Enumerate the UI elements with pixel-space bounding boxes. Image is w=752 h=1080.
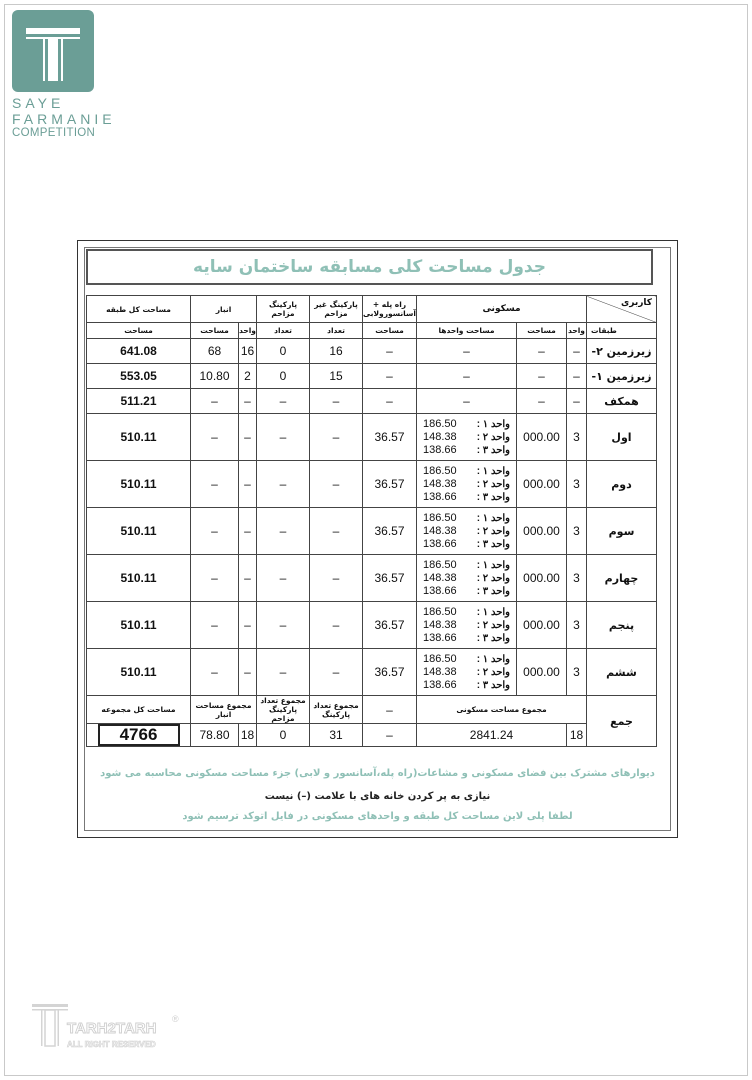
cell-units: 3: [567, 414, 587, 461]
footer-reg: ®: [172, 1014, 179, 1024]
cell-storage-units: –: [239, 389, 257, 414]
cell-storage-units: –: [239, 602, 257, 649]
cell-parking-block: –: [257, 508, 310, 555]
cell-storage-units: –: [239, 461, 257, 508]
area-sheet: [77, 240, 678, 838]
table-row: [87, 602, 657, 649]
cell-units: 3: [567, 555, 587, 602]
cell-parking-free: –: [310, 555, 363, 602]
cell-area: 000.00: [517, 555, 567, 602]
cell-units: –: [567, 364, 587, 389]
cell-parking-free: –: [310, 508, 363, 555]
table-row: [87, 414, 657, 461]
floor-name: ششم: [587, 649, 657, 696]
footer-rights: ALL RIGHT RESERVED: [67, 1040, 156, 1049]
header-floor-total: مساحت کل طبقه: [87, 296, 191, 323]
floor-name: زیرزمین ۱-: [587, 364, 657, 389]
header-parking-free-count: تعداد: [310, 323, 363, 339]
summary-res-label: مجموع مساحت مسکونی: [417, 696, 587, 724]
brand-line1: SAYE: [12, 95, 65, 111]
cell-floor-total: 641.08: [87, 339, 191, 364]
summary-stairs-total: –: [363, 724, 417, 747]
summary-res-total: 2841.24: [417, 724, 567, 747]
cell-stairs: 36.57: [363, 555, 417, 602]
cell-floor-total: 510.11: [87, 461, 191, 508]
cell-parking-free: 16: [310, 339, 363, 364]
cell-area: –: [517, 389, 567, 414]
cell-area: –: [517, 364, 567, 389]
summary-storage-units-total: 18: [239, 724, 257, 747]
header-floors: طبقات: [587, 323, 657, 339]
header-parking-block-count: تعداد: [257, 323, 310, 339]
summary-label: جمع: [587, 696, 657, 747]
cell-storage-area: –: [191, 414, 239, 461]
cell-unit-areas: واحد ۱ : 186.50 واحد ۲ : 148.38 واحد ۳ : 138.66: [417, 461, 517, 508]
table-row: [87, 364, 657, 389]
summary-storage-label: مجموع مساحت انبار: [191, 696, 257, 724]
cell-floor-total: 510.11: [87, 555, 191, 602]
cell-unit-areas: واحد ۱ : 186.50 واحد ۲ : 148.38 واحد ۳ : 138.66: [417, 414, 517, 461]
header-floor-total-area: مساحت: [87, 323, 191, 339]
cell-parking-free: 15: [310, 364, 363, 389]
cell-area: –: [517, 339, 567, 364]
area-table: [86, 295, 657, 747]
floor-name: زیرزمین ۲-: [587, 339, 657, 364]
cell-floor-total: 553.05: [87, 364, 191, 389]
header-unit-areas: مساحت واحدها: [417, 323, 517, 339]
note-polyline: لطفا پلی لاین مساحت کل طبقه و واحدهای مسکونی در فایل اتوکد ترسیم شود: [182, 811, 573, 822]
summary-value-row: [87, 724, 657, 747]
cell-area: 000.00: [517, 461, 567, 508]
cell-storage-units: 16: [239, 339, 257, 364]
table-row: [87, 508, 657, 555]
cell-parking-block: –: [257, 555, 310, 602]
cell-floor-total: 510.11: [87, 602, 191, 649]
floor-name: پنجم: [587, 602, 657, 649]
cell-unit-areas: واحد ۱ : 186.50 واحد ۲ : 148.38 واحد ۳ : 138.66: [417, 508, 517, 555]
cell-area: 000.00: [517, 414, 567, 461]
floor-name: سوم: [587, 508, 657, 555]
cell-floor-total: 510.11: [87, 508, 191, 555]
summary-storage-area-total: 78.80: [191, 724, 239, 747]
header-storage: انبار: [191, 296, 257, 323]
cell-stairs: –: [363, 339, 417, 364]
cell-stairs: 36.57: [363, 508, 417, 555]
cell-parking-block: 0: [257, 364, 310, 389]
note-dash: نیازی به پر کردن خانه های با علامت (–) نیست: [264, 791, 491, 802]
cell-area: 000.00: [517, 649, 567, 696]
header-usage: [587, 296, 657, 323]
header-area: مساحت: [517, 323, 567, 339]
summary-parking-free-total: 31: [310, 724, 363, 747]
cell-storage-area: –: [191, 389, 239, 414]
brand-line3: COMPETITION: [12, 127, 96, 139]
tarh-logo-icon: [30, 1000, 190, 1052]
cell-storage-units: –: [239, 649, 257, 696]
cell-storage-units: –: [239, 555, 257, 602]
cell-unit-areas: واحد ۱ : 186.50 واحد ۲ : 148.38 واحد ۳ : 138.66: [417, 555, 517, 602]
cell-unit-areas: –: [417, 339, 517, 364]
note-walls: دیوارهای مشترک بین فضای مسکونی و مشاعات(راه پله،آسانسور و لابی) جزء مساحت مسکونی محاسبه می شود: [100, 768, 655, 779]
cell-floor-total: 510.11: [87, 414, 191, 461]
cell-parking-free: –: [310, 461, 363, 508]
cell-storage-area: 10.80: [191, 364, 239, 389]
summary-label-row: [87, 696, 657, 724]
table-row: [87, 461, 657, 508]
summary-stairs-dash: –: [363, 696, 417, 724]
floor-name: اول: [587, 414, 657, 461]
cell-unit-areas: –: [417, 364, 517, 389]
cell-storage-area: 68: [191, 339, 239, 364]
summary-parking-block-total: 0: [257, 724, 310, 747]
cell-parking-block: –: [257, 602, 310, 649]
header-unit: واحد: [567, 323, 587, 339]
cell-storage-units: –: [239, 508, 257, 555]
header-parking-free: پارکینگ غیر مزاحم: [310, 296, 363, 323]
cell-parking-block: –: [257, 389, 310, 414]
cell-stairs: –: [363, 364, 417, 389]
cell-parking-free: –: [310, 649, 363, 696]
cell-stairs: 36.57: [363, 461, 417, 508]
cell-floor-total: 511.21: [87, 389, 191, 414]
cell-storage-area: –: [191, 649, 239, 696]
footer-name: TARH2TARH: [67, 1020, 157, 1037]
cell-parking-free: –: [310, 602, 363, 649]
cell-unit-areas: واحد ۱ : 186.50 واحد ۲ : 148.38 واحد ۳ : 138.66: [417, 649, 517, 696]
cell-storage-area: –: [191, 461, 239, 508]
cell-parking-free: –: [310, 389, 363, 414]
cell-unit-areas: واحد ۱ : 186.50 واحد ۲ : 148.38 واحد ۳ : 138.66: [417, 602, 517, 649]
header-storage-unit: واحد: [239, 323, 257, 339]
summary-units-total: 18: [567, 724, 587, 747]
cell-floor-total: 510.11: [87, 649, 191, 696]
cell-parking-block: –: [257, 649, 310, 696]
cell-units: 3: [567, 602, 587, 649]
cell-stairs: 36.57: [363, 414, 417, 461]
summary-grand-total: 4766: [98, 724, 180, 746]
sheet-title: جدول مساحت کلی مسابقه ساختمان سایه: [86, 249, 653, 285]
cell-units: –: [567, 339, 587, 364]
logo-t-icon: [12, 10, 94, 92]
cell-parking-block: 0: [257, 339, 310, 364]
header-usage-label: کاربری: [620, 298, 652, 308]
table-row: [87, 649, 657, 696]
cell-units: –: [567, 389, 587, 414]
cell-stairs: –: [363, 389, 417, 414]
floor-name: چهارم: [587, 555, 657, 602]
cell-storage-area: –: [191, 602, 239, 649]
table-row: [87, 389, 657, 414]
cell-storage-area: –: [191, 555, 239, 602]
cell-units: 3: [567, 649, 587, 696]
floor-name: دوم: [587, 461, 657, 508]
header-stairs-area: مساحت: [363, 323, 417, 339]
summary-parking-block-label: مجموع تعداد پارکینگ مزاحم: [257, 696, 310, 724]
cell-stairs: 36.57: [363, 602, 417, 649]
footer-logo: [30, 1000, 190, 1052]
cell-units: 3: [567, 508, 587, 555]
cell-storage-units: –: [239, 414, 257, 461]
cell-area: 000.00: [517, 602, 567, 649]
cell-parking-free: –: [310, 414, 363, 461]
summary-grand-label: مساحت کل مجموعه: [87, 696, 191, 724]
brand-line2: FARMANIE: [12, 111, 116, 127]
header-storage-area: مساحت: [191, 323, 239, 339]
summary-parking-free-label: مجموع تعداد پارکینگ: [310, 696, 363, 724]
brand-logo: [12, 10, 116, 140]
header-residential: مسکونی: [417, 296, 587, 323]
table-row: [87, 555, 657, 602]
cell-parking-block: –: [257, 461, 310, 508]
cell-stairs: 36.57: [363, 649, 417, 696]
summary-grand-cell: [87, 724, 191, 747]
header-parking-block: پارکینگ مزاحم: [257, 296, 310, 323]
table-row: [87, 339, 657, 364]
header-stairs: راه پله + آسانسورولابی: [363, 296, 417, 323]
cell-units: 3: [567, 461, 587, 508]
cell-area: 000.00: [517, 508, 567, 555]
cell-storage-area: –: [191, 508, 239, 555]
cell-storage-units: 2: [239, 364, 257, 389]
floor-name: همکف: [587, 389, 657, 414]
cell-unit-areas: –: [417, 389, 517, 414]
cell-parking-block: –: [257, 414, 310, 461]
